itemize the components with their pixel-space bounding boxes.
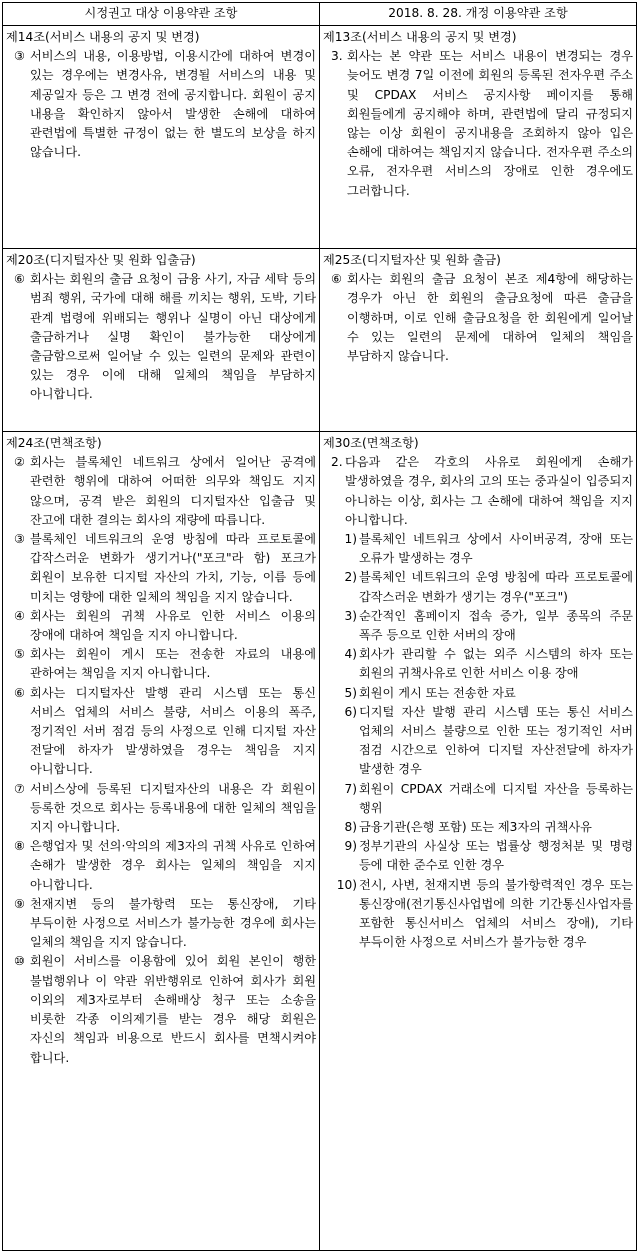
sub-item-mark: 2) [344,570,357,585]
clause [6,47,316,162]
sub-item-text: 회원이 게시 또는 전송한 자료 [359,685,516,700]
clause-text: 서비스상에 등록된 디지털자산의 내용은 각 회원이 등록한 것으로 회사는 등록내용에 대한 일체의 책임을 지지 아니합니다. [30,781,316,835]
clause-text: 회사는 블록체인 네트워크 상에서 일어난 공격에 관련한 행위에 대하여 어떠한 의무와 책임도 지지 않으며, 공격 받은 회원의 디지털자산 입출금 및 잔고에 대한 결의는 회사의 재량에 따릅니다. [30,455,316,527]
header-left: 시정권고 대상 이용약관 조항 [3,3,320,26]
clause [6,780,316,838]
clause [323,47,633,201]
sub-item-text: 블록체인 네트워크의 운영 방침에 따라 프로토콜에 갑작스러운 변화가 생기는 경우("포크") [359,570,633,604]
sub-item [323,876,633,953]
sub-item [323,568,633,606]
sub-item-text: 회원이 CPDAX 거래소에 디지털 자산을 등록하는 행위 [359,781,633,815]
sub-item-text: 금융기관(은행 포함) 또는 제3자의 귀책사유 [359,820,592,835]
header-right: 2018. 8. 28. 개정 이용약관 조항 [320,3,637,26]
sub-item [323,645,633,683]
clause-mark: ③ [14,532,25,547]
terms-comparison-table [2,2,637,1251]
clause-text: 회사는 회원의 출금 요청이 금융 사기, 자금 세탁 등의 범죄 행위, 국가에 대해 해를 끼치는 행위, 도박, 기타 관계 법령에 위배되는 행위나 실명이 아닌 대상에게 출금하거나 실명 확인이 불가능한 대상에게 출금함으로써 일어날 수 있는 일련의 문제와 관련이 있는 경우 이에 대해 일체의 책임을 부담하지 아니합니다. [30,272,316,402]
sub-item [323,530,633,568]
clause-mark: ⑥ [14,685,25,700]
clause-intro [323,453,633,530]
clause [6,607,316,645]
clause-text: 천재지변 등의 불가항력 또는 통신장애, 기타 부득이한 사정으로 서비스가 불가능한 경우에 회사는 일체의 책임을 지지 않습니다. [30,896,316,950]
clause-text: 회원이 서비스를 이용함에 있어 회원 본인이 행한 불법행위나 이 약관 위반행위로 인하여 회사가 회원 이외의 제3자로부터 손해배상 청구 또는 소송을 비롯한 각종 이의제기를 받는 경우 해당 회원은 자신의 책임과 비용으로 반드시 회사를 면책시켜야 합니다. [30,954,316,1065]
clause-mark: ⑤ [14,647,25,662]
sub-item-mark: 1) [344,532,357,547]
article-title: 제25조(디지털자산 및 원화 출금) [323,253,501,267]
left-cell [3,26,320,249]
clause-mark: ⑦ [14,781,25,796]
sub-item-mark: 7) [344,781,357,796]
right-cell [320,26,637,249]
clause [323,270,633,366]
sub-item-text: 정부기관의 사실상 또는 법률상 행정처분 및 명령 등에 대한 준수로 인한 경우 [359,839,633,873]
sub-item-mark: 10) [336,877,357,892]
right-cell [320,432,637,1251]
comparison-document [2,2,636,1251]
clause-mark: ⑩ [14,954,25,969]
left-cell [3,432,320,1251]
sub-item-mark: 5) [344,685,357,700]
clause-mark: ⑧ [14,839,25,854]
right-cell [320,249,637,432]
sub-item-mark: 6) [344,704,357,719]
clause-mark: 3. [331,49,343,64]
sub-item [323,684,633,703]
clause [6,530,316,607]
sub-item-mark: 3) [344,608,357,623]
clause-text: 회사는 회원이 게시 또는 전송한 자료의 내용에 관하여는 책임을 지지 아니합니다. [30,647,316,681]
table-row [3,432,637,1251]
clause [6,645,316,683]
clause-mark: 2. [331,455,343,470]
article-title: 제30조(면책조항) [323,436,419,450]
sub-item [323,780,633,818]
sub-item-mark: 8) [344,820,357,835]
clause-text: 회사는 디지털자산 발행 관리 시스템 또는 통신 서비스 업체의 서비스 불량, 서비스 이용의 폭주, 정기적인 서버 점검 등의 사정으로 인해 디지털 자산 전달에 하자가 발생하였을 경우는 책임을 지지 아니합니다. [30,685,316,777]
sub-item-text: 블록체인 네트워크 상에서 사이버공격, 장애 또는 오류가 발생하는 경우 [359,532,633,566]
clause [6,684,316,780]
clause-mark: ③ [14,49,25,64]
sub-item [323,818,633,837]
clause [6,453,316,530]
clause-mark: ⑥ [14,272,25,287]
article-title: 제14조(서비스 내용의 공지 및 변경) [6,30,200,44]
clause [6,270,316,404]
sub-item-text: 순간적인 홈페이지 접속 증가, 일부 종목의 주문 폭주 등으로 인한 서버의 장애 [359,608,633,643]
sub-item-mark: 9) [344,839,357,854]
clause-text: 회사는 회원의 귀책 사유로 인한 서비스 이용의 장애에 대하여 책임을 지지 아니합니다. [30,608,316,643]
clause-mark: ② [14,455,25,470]
sub-item-text: 회사가 관리할 수 없는 외주 시스템의 하자 또는 회원의 귀책사유로 인한 서비스 이용 장애 [359,647,633,681]
clause-text: 회사는 회원의 출금 요청이 본조 제4항에 해당하는 경우가 아닌 한 회원의 출금요청에 따른 출금을 이행하며, 이로 인해 출금요청을 한 회원에게 일어날 수 있는 일련의 문제에 대하여 일체의 책임을 부담하지 않습니다. [347,272,633,364]
clause [6,837,316,895]
sub-item-mark: 4) [344,647,357,662]
clause-mark: ⑥ [331,272,342,287]
clause-mark: ④ [14,608,25,623]
sub-item-text: 디지털 자산 발행 관리 시스템 또는 통신 서비스 업체의 서비스 불량으로 인한 또는 정기적인 서버 점검 시간으로 인하여 디지털 자산전달에 하자가 발생한 경우 [359,704,633,777]
clause [6,895,316,953]
clause-text: 다음과 같은 각호의 사유로 회원에게 손해가 발생하였을 경우, 회사의 고의 또는 중과실이 입증되지 아니하는 이상, 회사는 그 손해에 대하여 책임을 지지 아니합니다. [345,455,633,527]
article-title: 제20조(디지털자산 및 원화 입출금) [6,253,196,267]
article-title: 제13조(서비스 내용의 공지 및 변경) [323,30,517,44]
sub-item [323,837,633,875]
article-title: 제24조(면책조항) [6,436,102,450]
clause-mark: ⑨ [14,896,25,911]
table-row [3,26,637,249]
sub-item [323,703,633,780]
clause [6,952,316,1067]
clause-text: 블록체인 네트워크의 운영 방침에 따라 프로토콜에 갑작스러운 변화가 생기거나("포크"라 함) 포크가 회원이 보유한 디지털 자산의 가치, 기능, 이름 등에 미치는 영향에 대한 일체의 책임을 지지 않습니다. [30,532,316,604]
clause-text: 회사는 본 약관 또는 서비스 내용이 변경되는 경우 늦어도 변경 7일 이전에 회원의 등록된 전자우편 주소 및 CPDAX 서비스 공지사항 페이지를 통해 회원들에게 공지해야 하며, 관련법에 달리 규정되지 않는 이상 회원이 공지내용을 조회하지 않아 입은 손해에 대하여는 책임지지 않습니다. 전자우편 주소의 오류, 전자우편 서비스의 장애로 인한 경우에도 그러합니다. [347,49,633,198]
clause-text: 서비스의 내용, 이용방법, 이용시간에 대하여 변경이 있는 경우에는 변경사유, 변경될 서비스의 내용 및 제공일자 등은 그 변경 전에 공지합니다. 회원이 공지 내용을 확인하지 않아서 발생한 손해에 대하여 관련법에 특별한 규정이 없는 한 별도의 보상을 하지 않습니다. [30,49,316,160]
sub-item [323,607,633,645]
clause-text: 은행업자 및 선의·악의의 제3자의 귀책 사유로 인하여 손해가 발생한 경우 회사는 일체의 책임을 지지 아니합니다. [30,839,316,892]
table-row [3,249,637,432]
header-row [3,3,637,26]
sub-item-text: 전시, 사변, 천재지변 등의 불가항력적인 경우 또는 통신장애(전기통신사업법에 의한 기간통신사업자를 포함한 통신서비스 업체의 서비스 장애), 기타 부득이한 사정으로 서비스가 불가능한 경우 [359,877,633,950]
left-cell [3,249,320,432]
